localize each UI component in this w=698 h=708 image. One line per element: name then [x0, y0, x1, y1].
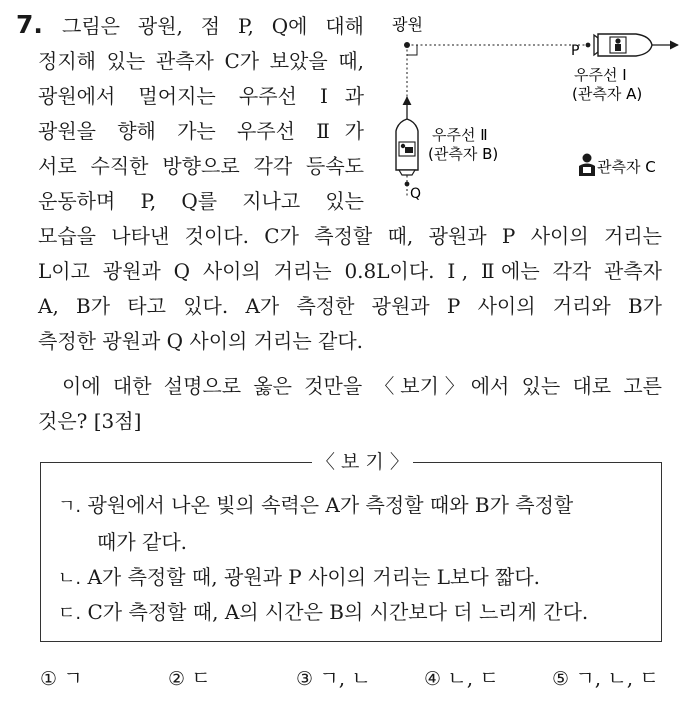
right-angle-mark [407, 45, 417, 55]
answer-choice-4[interactable] [424, 668, 499, 689]
light-source-dot [404, 42, 410, 48]
answer-choice-1[interactable] [40, 668, 83, 689]
question-line-5: 서로 수직한 방향으로 각각 등속도 [38, 154, 364, 178]
answer-choice-1-text: ㄱ [63, 666, 83, 690]
answer-choice-2[interactable] [168, 668, 211, 689]
bogi-item-3 [58, 602, 588, 623]
question-number: 7. [16, 10, 43, 39]
answer-choice-4-text: ㄴ, ㄷ [447, 666, 499, 690]
point-p-dot [586, 43, 591, 48]
question-line-4: 광원을 향해 가는 우주선 Ⅱ가 [38, 119, 364, 143]
question-line-12: 것은? [3점] [38, 409, 142, 433]
bogi-item-2-marker: ㄴ. [58, 568, 82, 589]
observer-c-icon [579, 154, 595, 177]
ship-1-name: 우주선 Ⅰ [574, 66, 627, 84]
bogi-item-2 [58, 567, 540, 588]
question-line-3: 광원에서 멀어지는 우주선 Ⅰ과 [38, 84, 364, 108]
point-p-label: P [571, 43, 580, 59]
answer-choice-4-number: ④ [424, 668, 442, 690]
spaceship-1-icon [594, 34, 652, 56]
question-line-7: 모습을 나타낸 것이다. C가 측정할 때, 광원과 P 사이의 거리는 [38, 224, 662, 248]
answer-choice-3-number: ③ [296, 668, 314, 690]
bogi-title: 〈 보 기 〉 [312, 452, 413, 472]
answer-choice-1-number: ① [40, 668, 58, 690]
answer-choice-2-text: ㄷ [191, 666, 211, 690]
answer-choice-3-text: ㄱ, ㄴ [319, 666, 371, 690]
source-label: 광원 [392, 15, 423, 34]
ship-1-observer: (관측자 A) [572, 85, 643, 103]
question-line-6: 운동하며 P, Q를 지나고 있는 [38, 189, 364, 213]
answer-choice-3[interactable] [296, 668, 371, 689]
question-line-8: L이고 광원과 Q 사이의 거리는 0.8L이다. Ⅰ, Ⅱ에는 각각 관측자 [38, 259, 662, 283]
answer-choice-2-number: ② [168, 668, 186, 690]
point-q-dot [405, 182, 410, 187]
spaceship-2-icon [396, 119, 418, 175]
answer-choice-5[interactable] [552, 668, 659, 689]
bogi-item-1-text: 광원에서 나온 빛의 속력은 A가 측정할 때와 B가 측정할 [87, 493, 574, 517]
answer-choice-5-text: ㄱ, ㄴ, ㄷ [575, 666, 659, 690]
ship-2-observer: (관측자 B) [428, 145, 499, 163]
question-line-11: 이에 대한 설명으로 옳은 것만을 〈보기〉에서 있는 대로 고른 [62, 374, 662, 398]
ship-2-name: 우주선 Ⅱ [432, 126, 488, 144]
question-line-2: 정지해 있는 관측자 C가 보았을 때, [38, 49, 364, 73]
question-line-9: A, B가 타고 있다. A가 측정한 광원과 P 사이의 거리와 B가 [38, 294, 662, 318]
bogi-item-1-marker: ㄱ. [58, 496, 82, 517]
bogi-item-3-marker: ㄷ. [58, 603, 82, 624]
answer-choice-5-number: ⑤ [552, 668, 570, 690]
bogi-item-1 [58, 495, 573, 516]
observer-c-label: 관측자 C [597, 158, 656, 176]
point-q-label: Q [410, 186, 422, 202]
bogi-item-1-continued: 때가 같다. [97, 530, 187, 554]
bogi-item-2-text: A가 측정할 때, 광원과 P 사이의 거리는 L보다 짧다. [87, 565, 540, 589]
bogi-item-3-text: C가 측정할 때, A의 시간은 B의 시간보다 더 느리게 간다. [87, 600, 589, 624]
question-line-1: 그림은 광원, 점 P, Q에 대해 [62, 14, 364, 38]
question-line-10: 측정한 광원과 Q 사이의 거리는 같다. [38, 329, 364, 353]
